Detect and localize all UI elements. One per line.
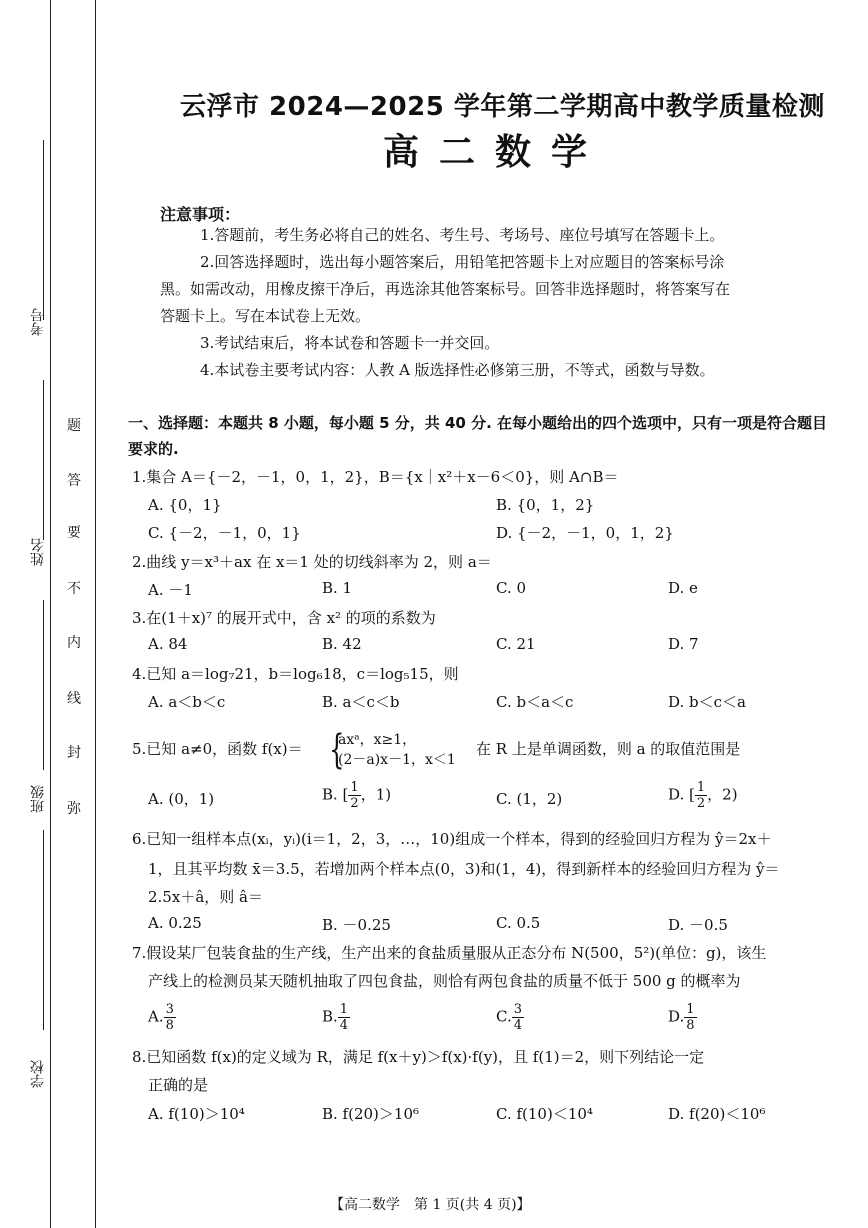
question-4-option-c: C. b＜a＜c (496, 693, 574, 711)
piecewise-case-1: axᵃ，x≥1， (338, 732, 417, 748)
option-d-suffix: ，2) (707, 785, 738, 804)
notes-heading: 注意事项： (160, 205, 241, 224)
numerator: 1 (350, 780, 359, 795)
school-underline (43, 830, 44, 1030)
question-1-option-d: D. {－2，－1，0，1，2} (496, 524, 674, 542)
seal-char: 封 (67, 745, 81, 761)
numerator: 1 (696, 780, 706, 795)
question-4-stem: 4.已知 a＝log₇21，b＝log₆18，c＝log₅15，则 (132, 665, 459, 683)
question-6-line-2: 1，且其平均数 x̄＝3.5，若增加两个样本点(0，3)和(1，4)，得到新样本的经验回归方程为 ŷ＝ (148, 860, 780, 878)
question-4-option-d: D. b＜c＜a (668, 693, 746, 711)
exam-number-underline (43, 140, 44, 320)
denominator: 8 (165, 1018, 174, 1033)
question-6-line-3: 2.5x＋â，则 â＝ (148, 888, 263, 906)
question-5-option-b (322, 780, 391, 811)
exam-title: 云浮市 2024—2025 学年第二学期高中教学质量检测 (180, 92, 825, 122)
margin-line-outer (50, 0, 51, 1228)
seal-char: 不 (67, 581, 81, 597)
question-1-option-c: C. {－2，－1，0，1} (148, 524, 301, 542)
piecewise-brace: { (329, 727, 345, 773)
question-5-stem-start: 5.已知 a≠0，函数 f(x)＝ (132, 740, 303, 758)
option-c-prefix: C. (496, 1007, 512, 1026)
fraction (338, 1002, 350, 1033)
seal-char: 线 (67, 691, 81, 707)
question-1-option-a: A. {0，1} (148, 496, 222, 514)
section-heading: 一、选择题：本题共 8 小题，每小题 5 分，共 40 分. 在每小题给出的四个选项中，只有一项是符合题目要求的. (128, 414, 828, 458)
margin-line-inner (95, 0, 96, 1228)
question-5-stem-end: 在 R 上是单调函数，则 a 的取值范围是 (476, 740, 741, 758)
denominator: 4 (513, 1018, 522, 1033)
piecewise-cases (338, 730, 456, 770)
page-footer: 【高二数学 第 1 页(共 4 页)】 (330, 1197, 531, 1213)
seal-char: 弥 (67, 801, 81, 817)
question-4-option-b: B. a＜c＜b (322, 693, 400, 711)
seal-char: 内 (67, 635, 81, 651)
option-b-suffix: ，1) (360, 785, 392, 804)
exam-number-label: 考号 (30, 308, 46, 336)
note-line: 1.答题前，考生务必将自己的姓名、考生号、考场号、座位号填写在答题卡上。 (200, 226, 725, 244)
question-1-option-b: B. {0，1，2} (496, 496, 595, 514)
question-5-option-a: A. (0，1) (148, 790, 215, 808)
question-3-stem: 3.在(1＋x)⁷ 的展开式中，含 x² 的项的系数为 (132, 609, 436, 627)
question-2-stem: 2.曲线 y＝x³＋ax 在 x＝1 处的切线斜率为 2，则 a＝ (132, 553, 492, 571)
denominator: 2 (350, 796, 359, 811)
question-8-option-a: A. f(10)＞10⁴ (148, 1105, 245, 1123)
seal-char: 题 (67, 418, 81, 434)
question-7-line-2: 产线上的检测员某天随机抽取了四包食盐，则恰有两包食盐的质量不低于 500 g 的概率为 (148, 972, 741, 990)
fraction (684, 1002, 696, 1033)
numerator: 3 (165, 1002, 174, 1017)
question-8-option-b: B. f(20)＞10⁶ (322, 1105, 420, 1123)
name-label: 姓名 (30, 538, 46, 566)
class-underline (43, 600, 44, 770)
denominator: 4 (339, 1018, 349, 1033)
question-5-option-c: C. (1，2) (496, 790, 563, 808)
question-6-option-b: B. －0.25 (322, 916, 391, 934)
question-3-option-d: D. 7 (668, 635, 699, 653)
question-3-option-b: B. 42 (322, 635, 362, 653)
question-8-line-1: 8.已知函数 f(x)的定义域为 R，满足 f(x＋y)＞f(x)·f(y)，且 f(1)＝2，则下列结论一定 (132, 1048, 705, 1066)
question-6-option-a: A. 0.25 (148, 914, 202, 932)
seal-char: 答 (67, 473, 81, 489)
question-7-option-a (148, 1002, 176, 1033)
option-b-prefix: B. [ (322, 785, 349, 804)
seal-char: 要 (67, 525, 81, 541)
note-line: 2.回答选择题时，选出每小题答案后，用铅笔把答题卡上对应题目的答案标号涂 (200, 253, 725, 271)
numerator: 1 (686, 1002, 695, 1017)
school-label: 学校 (30, 1060, 46, 1088)
option-a-prefix: A. (148, 1007, 164, 1026)
question-1-stem: 1.集合 A＝{－2，－1，0，1，2}，B＝{x｜x²＋x－6＜0}，则 A∩B＝ (132, 468, 619, 486)
numerator: 1 (339, 1002, 349, 1017)
question-7-option-d (668, 1002, 697, 1033)
fraction (348, 780, 360, 811)
denominator: 2 (696, 796, 706, 811)
question-6-line-1: 6.已知一组样本点(xᵢ，yᵢ)(i＝1，2，3，…，10)组成一个样本，得到的经验回归方程为 ŷ＝2x＋ (132, 830, 772, 848)
name-underline (43, 380, 44, 540)
question-2-option-a: A. －1 (148, 581, 193, 599)
question-3-option-a: A. 84 (148, 635, 188, 653)
piecewise-case-2: (2－a)x－1，x＜1 (338, 752, 456, 768)
subject-title: 高二数学 (383, 132, 608, 173)
question-2-option-d: D. e (668, 579, 698, 597)
question-8-option-c: C. f(10)＜10⁴ (496, 1105, 593, 1123)
fraction (695, 780, 707, 811)
question-7-option-c (496, 1002, 524, 1033)
note-line: 4.本试卷主要考试内容：人教 A 版选择性必修第三册，不等式，函数与导数。 (200, 361, 715, 379)
question-7-line-1: 7.假设某厂包装食盐的生产线，生产出来的食盐质量服从正态分布 N(500，5²)(单位：g)，该生 (132, 944, 767, 962)
option-b-prefix: B. (322, 1007, 338, 1026)
option-d-prefix: D. (668, 1007, 685, 1026)
note-line: 答题卡上。写在本试卷上无效。 (160, 307, 371, 325)
question-6-option-c: C. 0.5 (496, 914, 541, 932)
question-5-option-d (668, 780, 738, 811)
question-3-option-c: C. 21 (496, 635, 536, 653)
note-line: 黑。如需改动，用橡皮擦干净后，再选涂其他答案标号。回答非选择题时，将答案写在 (160, 280, 731, 298)
fraction (164, 1002, 176, 1033)
question-4-option-a: A. a＜b＜c (148, 693, 226, 711)
question-7-option-b (322, 1002, 350, 1033)
question-2-option-b: B. 1 (322, 579, 353, 597)
class-label: 班级 (30, 785, 46, 813)
note-line: 3.考试结束后，将本试卷和答题卡一并交回。 (200, 334, 500, 352)
question-2-option-c: C. 0 (496, 579, 527, 597)
question-8-option-d: D. f(20)＜10⁶ (668, 1105, 766, 1123)
fraction (512, 1002, 524, 1033)
denominator: 8 (686, 1018, 695, 1033)
question-8-line-2: 正确的是 (148, 1076, 209, 1094)
option-d-prefix: D. [ (668, 785, 695, 804)
numerator: 3 (513, 1002, 522, 1017)
question-6-option-d: D. －0.5 (668, 916, 728, 934)
